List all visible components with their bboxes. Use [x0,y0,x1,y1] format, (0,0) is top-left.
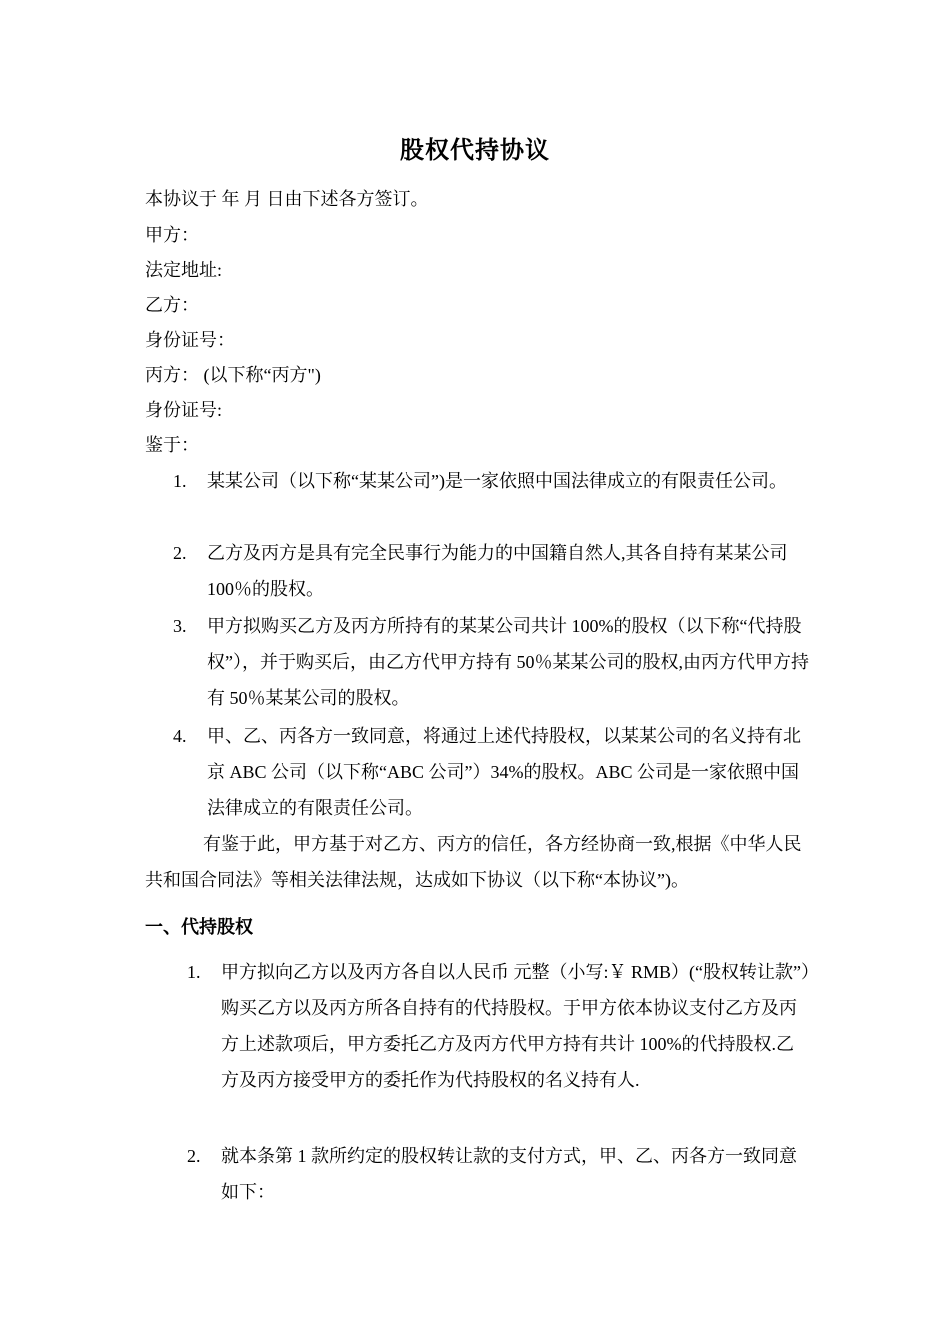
party-b-line: 乙方： [145,295,199,315]
clause-number: 1. [187,962,201,982]
section-heading: 一、代持股权 [145,917,253,937]
document-title: 股权代持协议 [400,138,550,164]
legal-address-line: 法定地址: [145,260,223,280]
intro-paragraph: 有鉴于此，甲方基于对乙方、丙方的信任，各方经协商一致,根据《中华人民共和国合同法》等相关法律法规，达成如下协议（以下称“本协议”)。 [145,834,802,890]
whereas-number: 1. [173,471,187,491]
whereas-item: 甲、乙、丙各方一致同意，将通过上述代持股权，以某某公司的名义持有北京 ABC 公司（以下称“ABC 公司”）34%的股权。ABC 公司是一家依照中国法律成立的有限责任公司。 [207,726,801,818]
whereas-number: 3. [173,616,187,636]
party-a-line: 甲方： [145,225,199,245]
id-number-line-c: 身份证号: [145,400,223,420]
clause-item: 甲方拟向乙方以及丙方各自以人民币 元整（小写:￥ RMB）(“股权转让款”）购买乙方以及丙方所各自持有的代持股权。于甲方依本协议支付乙方及丙方上述款项后，甲方委托乙方及丙方代甲方持有共计 100%的代持股权.乙方及丙方接受甲方的委托作为代持股权的名义持有人. [221,962,810,1090]
signing-date-line: 本协议于 年 月 日由下述各方签订。 [145,189,429,209]
party-c-line: 丙方： (以下称“丙方") [145,365,321,385]
clause-number: 2. [187,1146,201,1166]
whereas-item: 乙方及丙方是具有完全民事行为能力的中国籍自然人,其各自持有某某公司 100％的股权。 [207,543,788,599]
whereas-label: 鉴于： [145,435,199,455]
clause-item: 就本条第 1 款所约定的股权转让款的支付方式，甲、乙、丙各方一致同意如下： [221,1146,797,1202]
whereas-number: 4. [173,726,187,746]
whereas-item: 某某公司（以下称“某某公司”)是一家依照中国法律成立的有限责任公司。 [207,471,787,491]
whereas-number: 2. [173,543,187,563]
id-number-line-b: 身份证号： [145,330,235,350]
whereas-item: 甲方拟购买乙方及丙方所持有的某某公司共计 100%的股权（以下称“代持股权”），并于购买后，由乙方代甲方持有 50％某某公司的股权,由丙方代甲方持有 50％某某公司的股权。 [207,616,809,708]
